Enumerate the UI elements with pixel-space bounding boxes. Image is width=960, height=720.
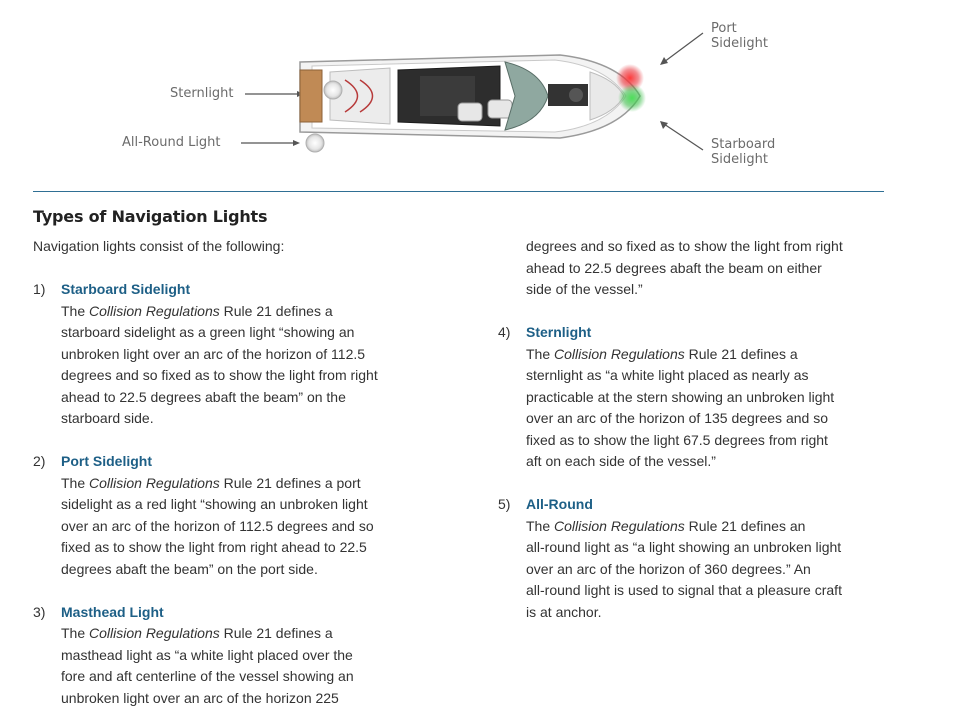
item-text-line: unbroken light over an arc of the horizon of 112.5 <box>61 345 366 362</box>
section-divider <box>33 191 884 192</box>
continuation-line: side of the vessel.” <box>526 281 643 297</box>
starboard-sidelight-callout <box>711 137 775 167</box>
item-text-line: unbroken light over an arc of the horizon 225 <box>61 689 339 706</box>
item-text-line: The Collision Regulations Rule 21 defines a <box>61 302 333 319</box>
item-title: Starboard Sidelight <box>61 281 191 297</box>
item-text-line: starboard side. <box>61 410 154 426</box>
item-text-line: is at anchor. <box>526 603 602 620</box>
item-text-line: sternlight as “a white light placed as nearly as <box>526 367 809 383</box>
continuation-line: degrees and so fixed as to show the light from right <box>526 238 843 254</box>
sternlight-icon <box>324 81 342 99</box>
emphasis-text: Collision Regulations <box>89 474 220 491</box>
port-callout-line-1: Port <box>711 21 737 36</box>
port-callout-line-2: Sidelight <box>711 36 768 51</box>
item-number: 4) <box>498 324 511 340</box>
right-items <box>498 322 938 623</box>
item-number: 3) <box>33 603 46 620</box>
item-text-line: aft on each side of the vessel.” <box>526 453 716 469</box>
right-column <box>498 236 938 623</box>
item-text-line: fixed as to show the light from right ahead to 22.5 <box>61 539 367 555</box>
left-column <box>33 236 473 709</box>
item-text-line: The Collision Regulations Rule 21 defines an <box>526 517 806 534</box>
item-text-line: over an arc of the horizon of 135 degrees and so <box>526 410 828 426</box>
port-leader <box>664 33 703 62</box>
boat-illustration <box>0 0 960 190</box>
item-text-line: practicable at the stern showing an unbroken light <box>526 388 835 405</box>
hull <box>300 55 640 138</box>
item-text-line: degrees abaft the beam” on the port side. <box>61 560 318 577</box>
item-text-line: all-round light as “a light showing an unbroken light <box>526 539 842 555</box>
item-number: 5) <box>498 496 511 512</box>
item-text-line: sidelight as a red light “showing an unbroken light <box>61 496 368 512</box>
item-text-line: all-round light is used to signal that a pleasure craft <box>526 582 842 598</box>
item-text-line: The Collision Regulations Rule 21 defines a <box>61 625 333 641</box>
section-heading: Types of Navigation Lights <box>33 207 268 226</box>
list-item <box>498 322 938 473</box>
sternlight-callout: Sternlight <box>170 86 234 101</box>
port-sidelight-callout <box>711 21 768 51</box>
item-text-line: fixed as to show the light 67.5 degrees from right <box>526 431 828 448</box>
starboard-callout-line-1: Starboard <box>711 137 776 152</box>
list-item <box>33 279 473 430</box>
emphasis-text: Collision Regulations <box>89 302 220 319</box>
list-item <box>498 494 938 623</box>
list-item <box>33 602 473 710</box>
item-number: 1) <box>33 281 46 297</box>
left-items <box>33 279 473 709</box>
all-round-light-icon <box>306 134 324 152</box>
item-text-line: starboard sidelight as a green light “showing an <box>61 324 355 340</box>
list-item <box>33 451 473 580</box>
item-text-line: over an arc of the horizon of 360 degrees.” An <box>526 560 811 577</box>
starboard-callout-line-2: Sidelight <box>711 152 768 167</box>
item-text-line: masthead light as “a white light placed over the <box>61 646 353 663</box>
starboard-leader <box>664 124 703 150</box>
all-round-light-callout: All-Round Light <box>122 135 221 150</box>
intro-text: Navigation lights consist of the following: <box>33 238 285 254</box>
continuation-text <box>526 236 938 301</box>
item-number: 2) <box>33 453 46 469</box>
emphasis-text: Collision Regulations <box>554 345 685 362</box>
emphasis-text: Collision Regulations <box>89 625 220 641</box>
item-text-line: over an arc of the horizon of 112.5 degrees and so <box>61 517 374 534</box>
item-title: Masthead Light <box>61 603 164 620</box>
boat-diagram <box>0 0 960 190</box>
item-text-line: degrees and so fixed as to show the light from right <box>61 367 378 383</box>
item-title: Port Sidelight <box>61 453 152 469</box>
item-text-line: fore and aft centerline of the vessel showing an <box>61 668 354 684</box>
item-text-line: The Collision Regulations Rule 21 defines a port <box>61 474 361 491</box>
item-title: All-Round <box>526 496 593 512</box>
continuation-line: ahead to 22.5 degrees abaft the beam on either <box>526 259 822 276</box>
emphasis-text: Collision Regulations <box>554 517 685 534</box>
starboard-sidelight-icon <box>618 84 646 112</box>
item-title: Sternlight <box>526 324 592 340</box>
item-text-line: The Collision Regulations Rule 21 defines a <box>526 345 798 362</box>
item-text-line: ahead to 22.5 degrees abaft the beam” on the <box>61 388 346 405</box>
